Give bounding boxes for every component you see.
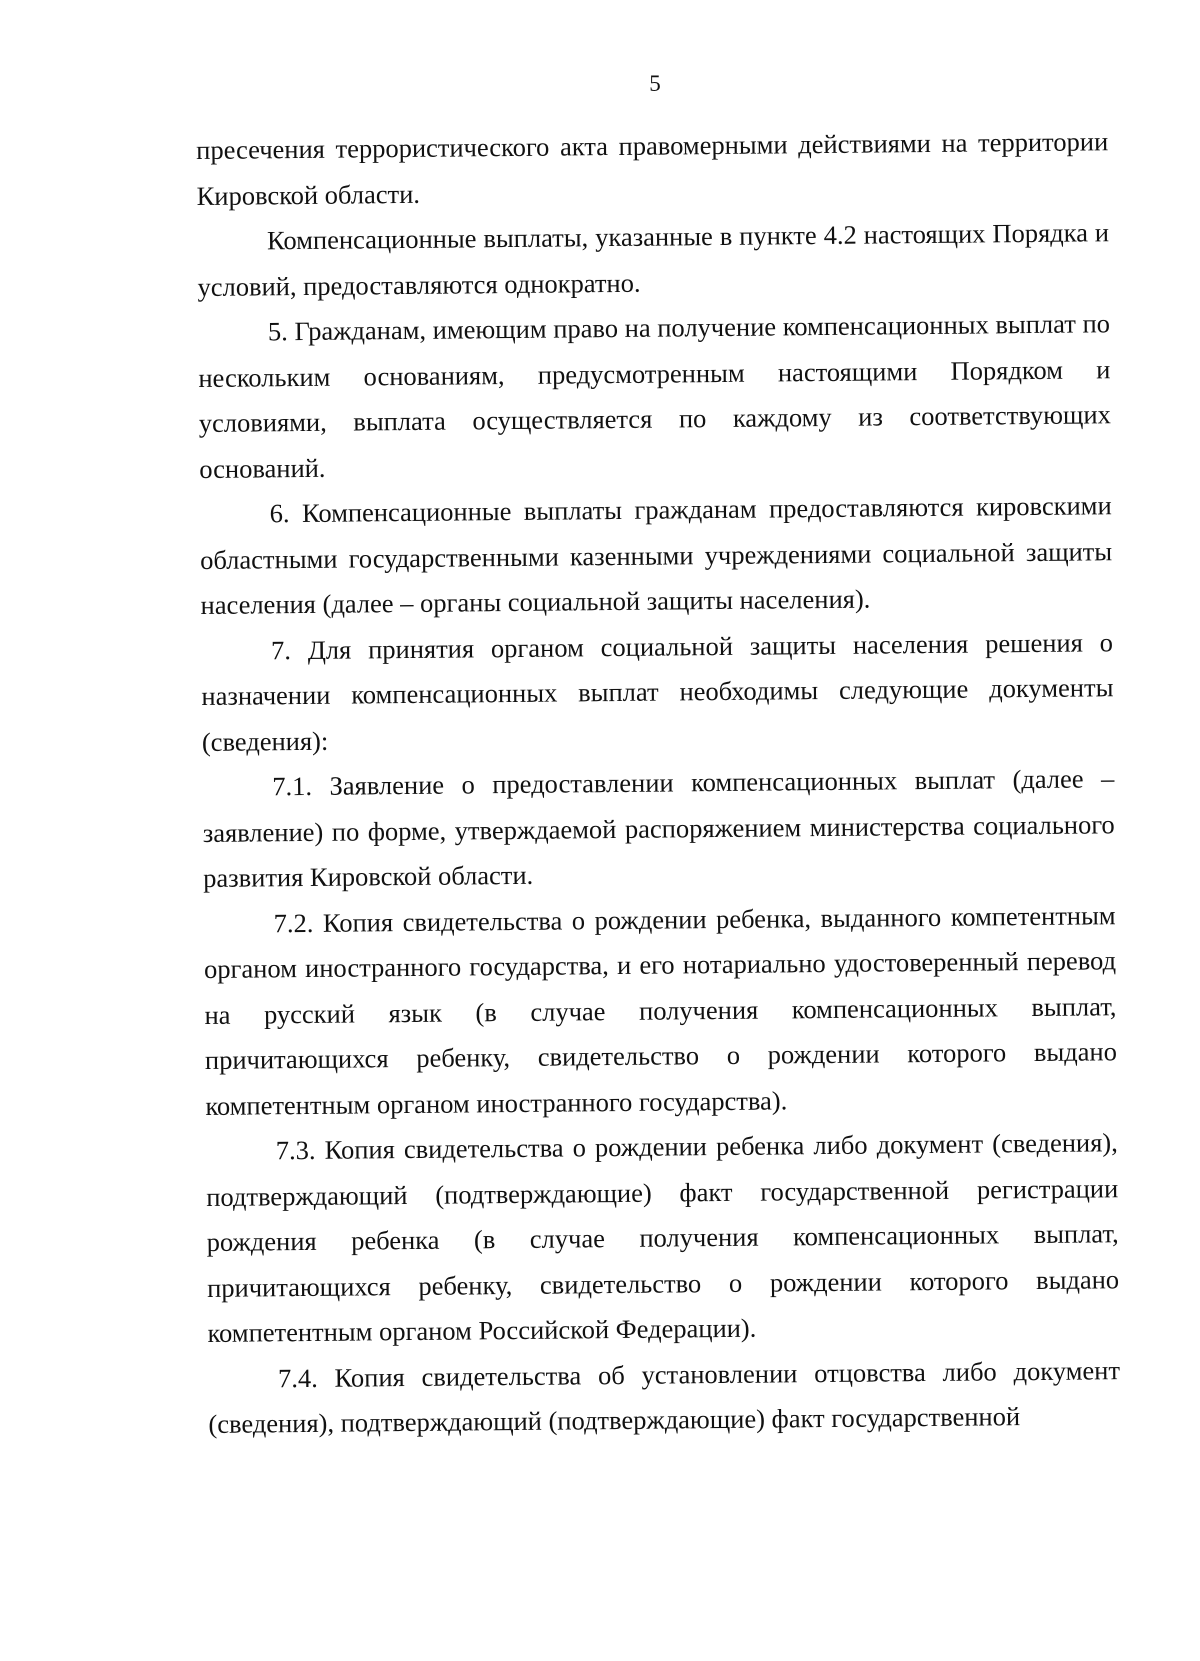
paragraph-item-7-1: 7.1. Заявление о предоставлении компенсационных выплат (далее – заявление) по форме, утверждаемой распоряжением министерства социального развития Кировской области. xyxy=(202,763,1115,893)
page-number: 5 xyxy=(649,71,661,96)
paragraph-item-7-4: 7.4. Копия свидетельства об установлении отцовства либо документ (сведения), подтверждающий (подтверждающие) факт государственной xyxy=(208,1354,1121,1439)
paragraph-item-6: 6. Компенсационные выплаты гражданам предоставляются кировскими областными государственными казенными учреждениями социальной защиты населения (далее – органы социальной защиты населения). xyxy=(199,490,1113,620)
paragraph-compensation-once: Компенсационные выплаты, указанные в пункте 4.2 настоящих Порядка и условий, предоставляются однократно. xyxy=(197,217,1110,302)
paragraph-continuation: пресечения террористического акта правомерными действиями на территории Кировской области. xyxy=(196,126,1109,211)
paragraph-item-7: 7. Для принятия органом социальной защиты населения решения о назначении компенсационных выплат необходимы следующие документы (сведения): xyxy=(201,626,1114,757)
document-body xyxy=(196,119,1121,1447)
paragraph-item-7-2: 7.2. Копия свидетельства о рождении ребенка, выданного компетентным органом иностранного государства, и его нотариально удостоверенный перевод на русский язык (в случае получения компенсационных выплат, причитающихся ребенку, свидетельство о рождении которого выдано компетентным органом иностранного государства). xyxy=(203,899,1118,1121)
paragraph-item-5: 5. Гражданам, имеющим право на получение компенсационных выплат по нескольким основаниям, предусмотренным настоящими Порядком и условиями, выплата осуществляется по каждому из соответствующих оснований. xyxy=(198,308,1111,484)
paragraph-item-7-3: 7.3. Копия свидетельства о рождении ребенка либо документ (сведения), подтверждающий (подтверждающие) факт государственной регистрации рождения ребенка (в случае получения компенсационных выплат, причитающихся ребенку, свидетельство о рождении которого выдано компетентным органом Российской Федерации). xyxy=(206,1127,1120,1348)
